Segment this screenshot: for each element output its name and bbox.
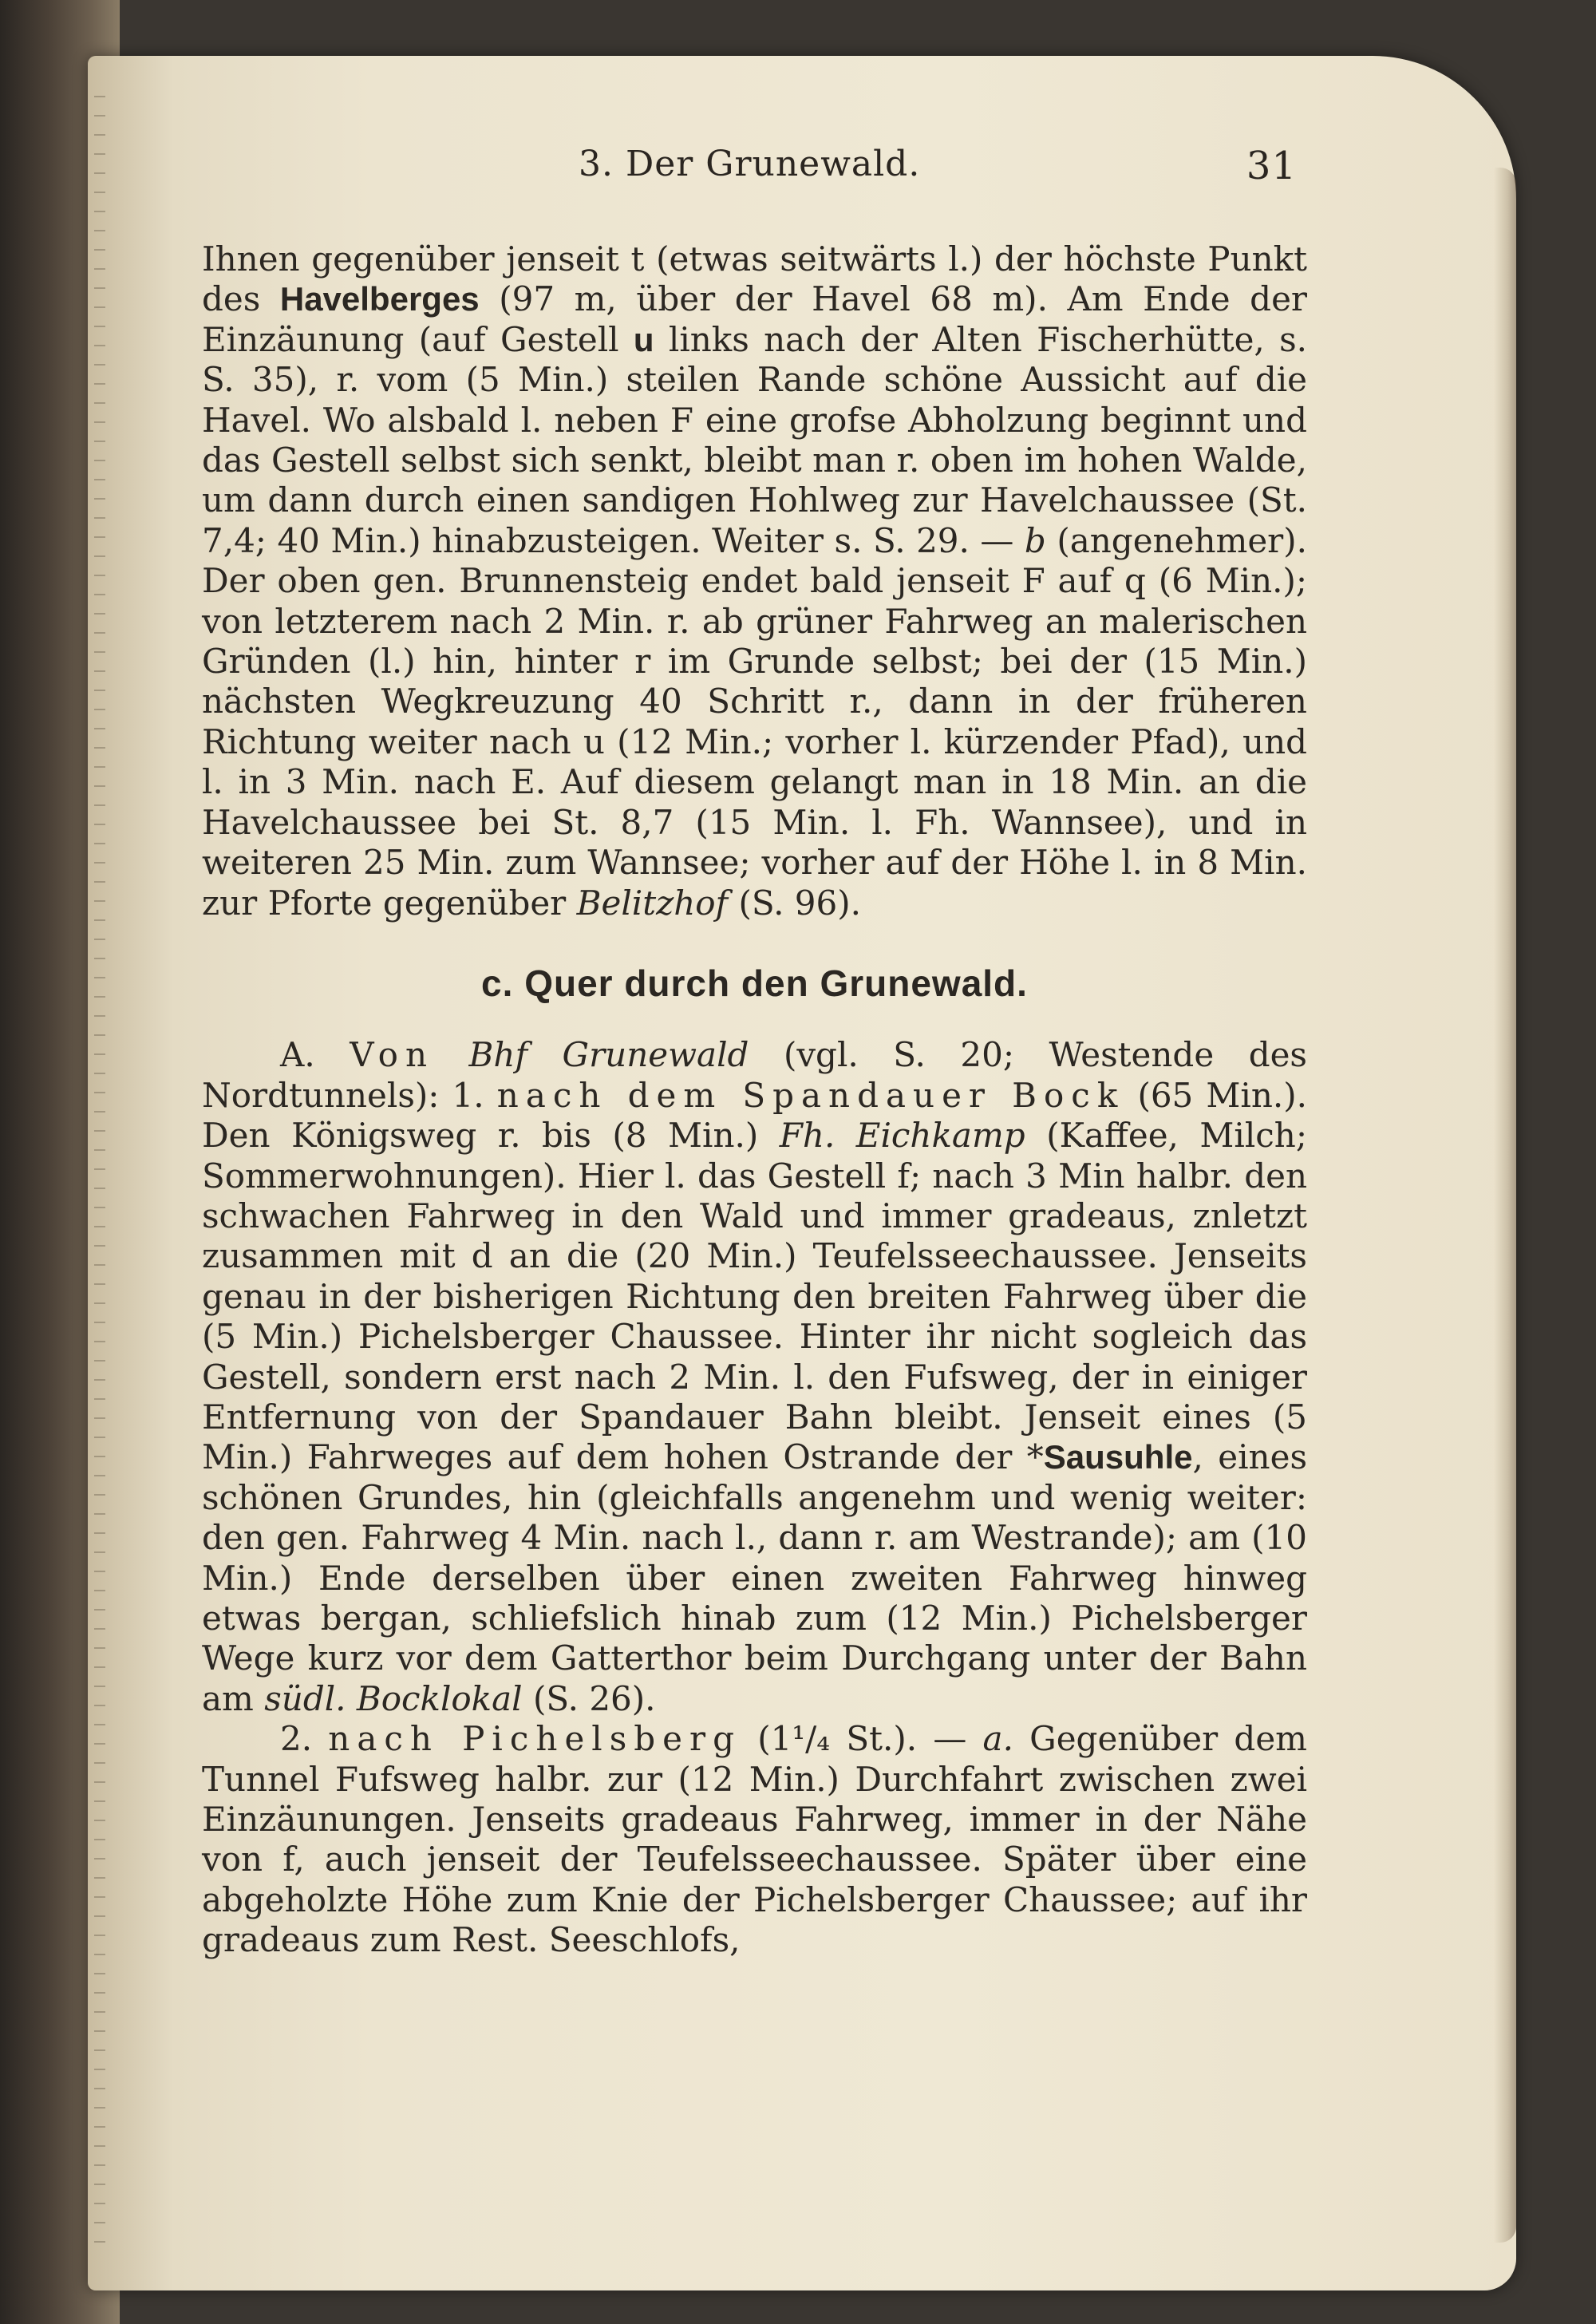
section-heading: c. Quer durch den Grunewald.: [481, 962, 1028, 1004]
running-header: [203, 144, 1297, 200]
place-havelberges: Havelberges: [279, 280, 480, 318]
place-belitzhof: Belitzhof: [576, 883, 729, 923]
chapter-title: 3. Der Grunewald.: [579, 144, 921, 184]
body-text: [202, 239, 1307, 1961]
place-eichkamp: Fh. Eichkamp: [779, 1116, 1025, 1156]
route-a: a.: [982, 1719, 1013, 1759]
page-edge: [1494, 168, 1516, 2243]
marker-u: u: [633, 320, 654, 358]
place-bocklokal: südl. Bocklokal: [264, 1678, 523, 1718]
destination-pichelsberg: nach Pichelsberg: [328, 1719, 741, 1759]
destination-spandauer-bock: nach dem Spandauer Bock: [496, 1075, 1125, 1115]
gutter-stitching: [94, 96, 105, 2251]
page-number: 31: [1246, 144, 1297, 188]
route-b: b: [1024, 520, 1046, 560]
place-sausuhle: Sausuhle: [1043, 1438, 1193, 1476]
paragraph-route-a: A. Von Bhf Grunewald (vgl. S. 20; Westende des Nordtunnels): 1. nach dem Spandauer Bock (65 Min.). Den Königsweg r. bis (8 Min.) Fh. Eichkamp (Kaffee, Milch; Sommerwohnungen). Hier l. das Gestell f; nach 3 Min halbr. den schwachen Fahrweg in den Wald und immer gradeaus, znletzt zusammen mit d an die (20 Min.) Teufelsseechaussee. Jenseits genau in der bisherigen Richtung den breiten Fahrweg über die (5 Min.) Pichelsberger Chaussee. Hinter ihr nicht sogleich das Gestell, sondern erst nach 2 Min. l. den Fufsweg, der in einiger Entfernung von der Spandauer Bahn bleibt. Jenseit eines (5 Min.) Fahrweges auf dem hohen Ostrande der *Sausuhle, eines schönen Grundes, hin (gleichfalls angenehm und wenig weiter: den gen. Fahrweg 4 Min. nach l., dann r. am Westrande); am (10 Min.) Ende derselben über einen zweiten Fahrweg hinweg etwas bergan, schliefslich hinab zum (12 Min.) Pichelsberger Wege kurz vor dem Gatterthor beim Durchgang unter der Bahn am südl. Bocklokal (S. 26).: [202, 1035, 1307, 1718]
spaced-von: Von: [350, 1035, 435, 1075]
paragraph-pichelsberg: 2. nach Pichelsberg (1¹/₄ St.). — a. Gegenüber dem Tunnel Fufsweg halbr. zur (12 Min.) Durchfahrt zwischen zwei Einzäunungen. Jenseits gradeaus Fahrweg, immer in der Nähe von f, auch jenseit der Teufelsseechaussee. Später über eine abgeholzte Höhe zum Knie der Pichelsberger Chaussee; auf ihr gradeaus zum Rest. Seeschlofs,: [202, 1719, 1308, 1960]
station-bhf-grunewald: Bhf Grunewald: [468, 1035, 749, 1075]
paragraph-havelberg: Ihnen gegenüber jenseit t (etwas seitwärts l.) der höchste Punkt des Havelberges (97 m, über der Havel 68 m). Am Ende der Einzäunung (auf Gestell u links nach der Alten Fischerhütte, s. S. 35), r. vom (5 Min.) steilen Rande schöne Aussicht auf die Havel. Wo alsbald l. neben F eine grofse Abholzung beginnt und das Gestell selbst sich senkt, bleibt man r. oben im hohen Walde, um dann durch einen sandigen Hohlweg zur Havelchaussee (St. 7,4; 40 Min.) hinabzusteigen. Weiter s. S. 29. — b (angenehmer). Der oben gen. Brunnensteig endet bald jenseit F auf q (6 Min.); von letzterem nach 2 Min. r. ab grüner Fahrweg an malerischen Gründen (l.) hin, hinter r im Grunde selbst; bei der (15 Min.) nächsten Wegkreuzung 40 Schritt r., dann in der früheren Richtung weiter nach u (12 Min.; vorher l. kürzender Pfad), und l. in 3 Min. nach E. Auf diesem gelangt man in 18 Min. an die Havelchaussee bei St. 8,7 (15 Min. l. Fh. Wannsee), und in weiteren 25 Min. zum Wannsee; vorher auf der Höhe l. in 8 Min. zur Pforte gegenüber Belitzhof (S. 96).: [202, 239, 1308, 923]
